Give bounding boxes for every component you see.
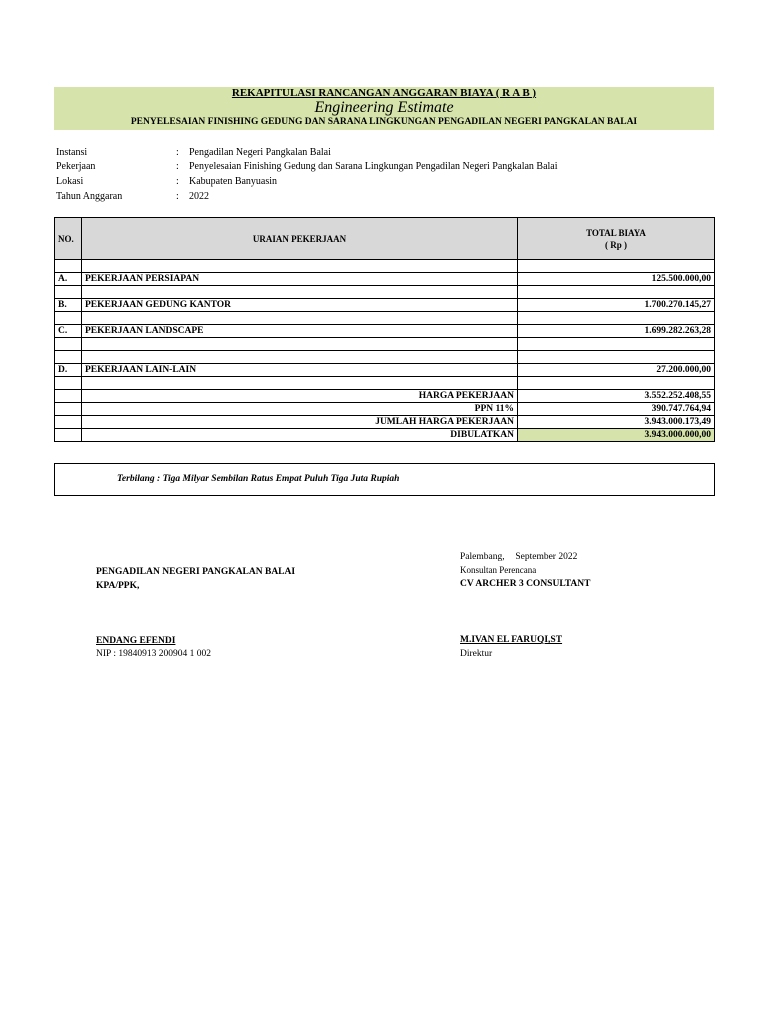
table-row [55, 364, 715, 377]
row-desc: PEKERJAAN LAIN-LAIN [82, 364, 518, 377]
col-desc-header: URAIAN PEKERJAAN [82, 218, 518, 260]
spacer-row [55, 260, 715, 273]
info-value: Kabupaten Banyuasin [189, 176, 278, 187]
col-no-header: NO. [55, 218, 82, 260]
consultant-role: Konsultan Perencana [460, 565, 537, 575]
total-label: DIBULATKAN [82, 429, 518, 442]
terbilang-box [54, 463, 715, 496]
info-key: Lokasi [56, 176, 84, 187]
document-header [54, 87, 714, 130]
spacer-row [55, 338, 715, 351]
info-sep: : [176, 191, 179, 202]
total-row [55, 416, 715, 429]
table-row [55, 273, 715, 286]
info-sep: : [176, 147, 179, 158]
col-total-header [518, 218, 715, 260]
total-row [55, 403, 715, 416]
client-org: PENGADILAN NEGERI PANGKALAN BALAI [96, 567, 296, 577]
place: Palembang, [460, 552, 505, 562]
client-role: KPA/PPK, [96, 581, 140, 591]
document-subtitle: Engineering Estimate [314, 99, 454, 116]
row-desc: PEKERJAAN GEDUNG KANTOR [82, 299, 518, 312]
row-value: 125.500.000,00 [518, 273, 715, 286]
spacer-row [55, 351, 715, 364]
spacer-row [55, 377, 715, 390]
total-row [55, 429, 715, 442]
total-value: 390.747.764,94 [518, 403, 715, 416]
info-sep: : [176, 176, 179, 187]
info-value: Penyelesaian Finishing Gedung dan Sarana Lingkungan Pengadilan Negeri Pangkalan Balai [189, 161, 558, 172]
consultant-signatory-name: M.IVAN EL FARUQI,ST [460, 635, 563, 645]
info-key: Tahun Anggaran [56, 191, 123, 202]
spacer-row [55, 312, 715, 325]
table-row [55, 325, 715, 338]
row-value: 1.700.270.145,27 [518, 299, 715, 312]
total-value: 3.552.252.408,55 [518, 390, 715, 403]
date: September 2022 [515, 552, 578, 562]
row-value: 1.699.282.263,28 [518, 325, 715, 338]
col-total-label: TOTAL BIAYA [586, 227, 646, 238]
table-row [55, 299, 715, 312]
row-desc: PEKERJAAN LANDSCAPE [82, 325, 518, 338]
total-value: 3.943.000.173,49 [518, 416, 715, 429]
row-no: A. [55, 273, 82, 286]
row-no: C. [55, 325, 82, 338]
total-label: JUMLAH HARGA PEKERJAAN [82, 416, 518, 429]
row-no: B. [55, 299, 82, 312]
consultant-org: CV ARCHER 3 CONSULTANT [460, 579, 591, 589]
info-value: Pengadilan Negeri Pangkalan Balai [189, 147, 331, 158]
project-name: PENYELESAIAN FINISHING GEDUNG DAN SARANA LINGKUNGAN PENGADILAN NEGERI PANGKALAN BALAI [130, 117, 638, 127]
spacer-row [55, 286, 715, 299]
total-row [55, 390, 715, 403]
client-nip: NIP : 19840913 200904 1 002 [96, 649, 211, 659]
client-signatory-name: ENDANG EFENDI [96, 636, 176, 646]
document-title: REKAPITULASI RANCANGAN ANGGARAN BIAYA ( R A B ) [231, 87, 537, 99]
row-desc: PEKERJAAN PERSIAPAN [82, 273, 518, 286]
terbilang-text: Terbilang : Tiga Milyar Sembilan Ratus Empat Puluh Tiga Juta Rupiah [117, 474, 400, 484]
info-key: Pekerjaan [56, 161, 96, 172]
total-value-rounded: 3.943.000.000,00 [518, 429, 715, 442]
total-label: HARGA PEKERJAAN [82, 390, 518, 403]
info-sep: : [176, 161, 179, 172]
total-label: PPN 11% [82, 403, 518, 416]
info-value: 2022 [189, 191, 209, 202]
col-total-unit: ( Rp ) [605, 239, 627, 250]
info-key: Instansi [56, 147, 88, 158]
table-header-row [55, 218, 715, 260]
signature-place-date [460, 550, 577, 564]
row-value: 27.200.000,00 [518, 364, 715, 377]
consultant-title: Direktur [460, 649, 493, 659]
row-no: D. [55, 364, 82, 377]
rab-table [54, 217, 715, 442]
